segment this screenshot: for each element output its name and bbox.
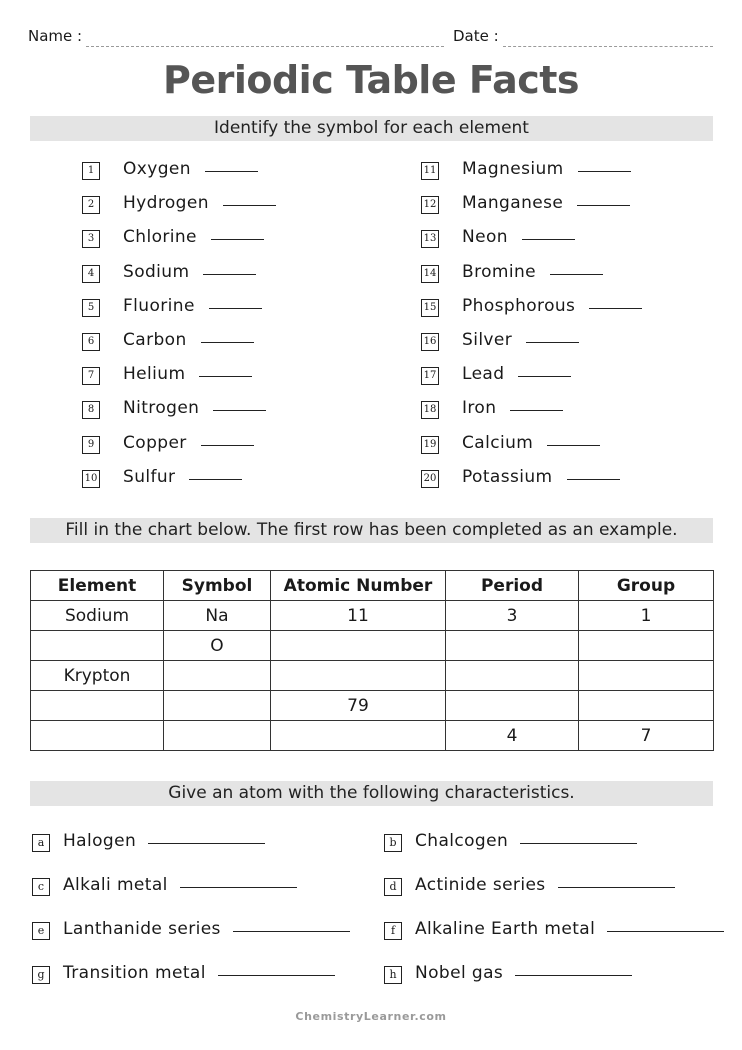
characteristic-item (415, 963, 632, 983)
element-item (462, 262, 603, 282)
symbol-answer-blank[interactable] (223, 204, 276, 206)
column-header: Group (579, 571, 714, 601)
element-item (123, 296, 262, 316)
item-number: 15 (421, 299, 439, 317)
element-name: Neon (462, 227, 508, 248)
item-letter: b (384, 834, 402, 852)
table-cell[interactable] (579, 661, 714, 691)
symbol-answer-blank[interactable] (209, 307, 262, 309)
item-number: 14 (421, 265, 439, 283)
characteristic-label: Halogen (63, 831, 137, 851)
element-item (462, 330, 579, 350)
element-name: Sodium (123, 261, 190, 282)
atom-answer-blank[interactable] (515, 974, 632, 976)
date-label: Date : (453, 27, 499, 45)
element-name: Lead (462, 364, 505, 385)
element-item (123, 193, 276, 213)
atom-answer-blank[interactable] (558, 886, 675, 888)
item-number: 12 (421, 196, 439, 214)
table-cell: Na (164, 601, 271, 631)
section1-heading: Identify the symbol for each element (214, 118, 529, 138)
table-cell[interactable] (446, 691, 579, 721)
name-label: Name : (28, 27, 83, 45)
symbol-answer-blank[interactable] (203, 273, 256, 275)
element-name: Nitrogen (123, 398, 200, 419)
element-name: Iron (462, 398, 497, 419)
symbol-answer-blank[interactable] (578, 170, 631, 172)
element-name: Bromine (462, 261, 536, 282)
footer-credit: ChemistryLearner.com (295, 1010, 447, 1023)
element-item (462, 159, 631, 179)
table-row (31, 631, 714, 661)
element-item (123, 330, 254, 350)
atom-answer-blank[interactable] (233, 930, 350, 932)
element-name: Fluorine (123, 295, 195, 316)
item-number: 8 (82, 401, 100, 419)
item-letter: f (384, 922, 402, 940)
symbol-answer-blank[interactable] (550, 273, 603, 275)
symbol-answer-blank[interactable] (518, 375, 571, 377)
symbol-answer-blank[interactable] (577, 204, 630, 206)
symbol-answer-blank[interactable] (211, 238, 264, 240)
element-name: Sulfur (123, 466, 176, 487)
name-field[interactable] (86, 46, 444, 47)
table-cell: 4 (446, 721, 579, 751)
table-cell: Sodium (31, 601, 164, 631)
atom-answer-blank[interactable] (180, 886, 297, 888)
item-number: 13 (421, 230, 439, 248)
item-letter: d (384, 878, 402, 896)
item-number: 7 (82, 367, 100, 385)
table-cell[interactable] (164, 661, 271, 691)
table-row (31, 601, 714, 631)
atom-answer-blank[interactable] (607, 930, 724, 932)
characteristic-label: Alkali metal (63, 875, 168, 895)
element-name: Calcium (462, 432, 534, 453)
symbol-answer-blank[interactable] (199, 375, 252, 377)
element-item (123, 159, 258, 179)
element-name: Hydrogen (123, 193, 209, 214)
item-letter: a (32, 834, 50, 852)
element-name: Chlorine (123, 227, 197, 248)
item-number: 1 (82, 162, 100, 180)
characteristic-item (63, 963, 335, 983)
element-item (123, 227, 264, 247)
table-cell: Krypton (31, 661, 164, 691)
element-item (123, 433, 254, 453)
table-cell[interactable] (271, 631, 446, 661)
table-cell[interactable] (164, 691, 271, 721)
symbol-answer-blank[interactable] (589, 307, 642, 309)
characteristic-item (415, 831, 637, 851)
characteristic-item (63, 831, 265, 851)
characteristic-label: Lanthanide series (63, 919, 221, 939)
element-name: Potassium (462, 466, 553, 487)
table-row (31, 721, 714, 751)
item-letter: g (32, 966, 50, 984)
table-cell: 79 (271, 691, 446, 721)
table-cell[interactable] (31, 691, 164, 721)
section2-heading: Fill in the chart below. The first row has been completed as an example. (65, 520, 678, 540)
element-name: Phosphorous (462, 295, 576, 316)
symbol-answer-blank[interactable] (522, 238, 575, 240)
element-item (123, 262, 256, 282)
element-chart (30, 570, 714, 751)
page-title: Periodic Table Facts (162, 58, 580, 102)
table-cell: 11 (271, 601, 446, 631)
element-name: Silver (462, 330, 513, 350)
item-number: 16 (421, 333, 439, 351)
element-name: Manganese (462, 193, 564, 214)
item-number: 20 (421, 470, 439, 488)
symbol-answer-blank[interactable] (526, 341, 579, 343)
table-cell: 1 (579, 601, 714, 631)
atom-answer-blank[interactable] (148, 842, 265, 844)
characteristic-item (63, 919, 350, 939)
chart-header-row (31, 571, 714, 601)
element-item (462, 296, 642, 316)
element-item (123, 364, 252, 384)
section3-heading: Give an atom with the following characteristics. (168, 783, 575, 803)
atom-answer-blank[interactable] (520, 842, 637, 844)
table-cell[interactable] (271, 721, 446, 751)
item-number: 5 (82, 299, 100, 317)
element-name: Helium (123, 364, 186, 385)
element-name: Carbon (123, 330, 187, 350)
item-number: 4 (82, 265, 100, 283)
section2-heading-band (30, 518, 713, 543)
item-number: 19 (421, 436, 439, 454)
item-number: 2 (82, 196, 100, 214)
table-cell[interactable] (579, 631, 714, 661)
characteristic-item (415, 875, 675, 895)
table-cell[interactable] (31, 721, 164, 751)
symbol-answer-blank[interactable] (213, 409, 266, 411)
element-item (462, 227, 575, 247)
symbol-answer-blank[interactable] (567, 478, 620, 480)
symbol-answer-blank[interactable] (510, 409, 563, 411)
element-item (123, 467, 242, 487)
characteristic-label: Chalcogen (415, 831, 509, 851)
characteristic-item (63, 875, 297, 895)
item-number: 6 (82, 333, 100, 351)
symbol-answer-blank[interactable] (201, 341, 254, 343)
symbol-answer-blank[interactable] (205, 170, 258, 172)
section3-heading-band (30, 781, 713, 806)
element-item (462, 433, 600, 453)
item-number: 18 (421, 401, 439, 419)
table-cell[interactable] (31, 631, 164, 661)
section1-heading-band (30, 116, 713, 141)
table-row (31, 661, 714, 691)
item-number: 9 (82, 436, 100, 454)
characteristic-label: Alkaline Earth metal (415, 919, 596, 939)
date-field[interactable] (503, 46, 713, 47)
atom-answer-blank[interactable] (218, 974, 335, 976)
table-cell[interactable] (446, 661, 579, 691)
characteristic-label: Transition metal (63, 963, 206, 983)
element-item (462, 467, 620, 487)
item-number: 17 (421, 367, 439, 385)
characteristic-label: Actinide series (415, 875, 546, 895)
element-name: Magnesium (462, 159, 564, 179)
element-item (123, 398, 266, 418)
column-header: Symbol (164, 571, 271, 601)
element-name: Oxygen (123, 159, 191, 179)
item-number: 11 (421, 162, 439, 180)
column-header: Element (31, 571, 164, 601)
table-cell[interactable] (271, 661, 446, 691)
table-cell: 7 (579, 721, 714, 751)
element-item (462, 398, 563, 418)
element-item (462, 364, 571, 384)
item-letter: e (32, 922, 50, 940)
table-row (31, 691, 714, 721)
characteristic-item (415, 919, 724, 939)
characteristic-label: Nobel gas (415, 963, 504, 983)
element-item (462, 193, 630, 213)
item-letter: c (32, 878, 50, 896)
symbol-answer-blank[interactable] (547, 444, 600, 446)
column-header: Period (446, 571, 579, 601)
column-header: Atomic Number (271, 571, 446, 601)
table-cell[interactable] (446, 631, 579, 661)
table-cell[interactable] (579, 691, 714, 721)
symbol-answer-blank[interactable] (201, 444, 254, 446)
item-number: 10 (82, 470, 100, 488)
item-number: 3 (82, 230, 100, 248)
item-letter: h (384, 966, 402, 984)
table-cell: 3 (446, 601, 579, 631)
table-cell: O (164, 631, 271, 661)
symbol-answer-blank[interactable] (189, 478, 242, 480)
element-name: Copper (123, 432, 187, 453)
table-cell[interactable] (164, 721, 271, 751)
